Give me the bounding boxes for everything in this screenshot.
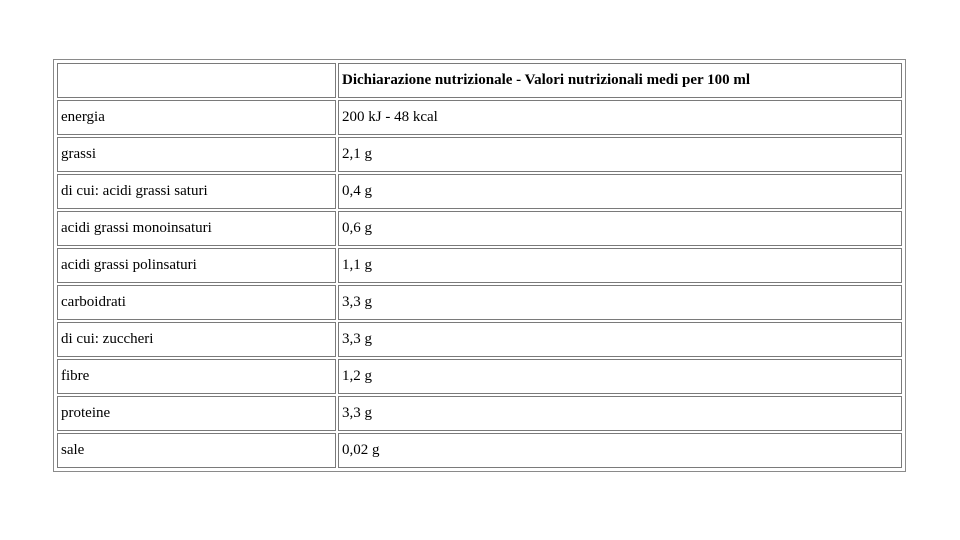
nutrient-label: carboidrati: [57, 285, 336, 320]
nutrient-label: grassi: [57, 137, 336, 172]
table-header-row: [57, 63, 902, 98]
header-cell-label: [57, 63, 336, 98]
nutrient-label: energia: [57, 100, 336, 135]
nutrient-value: 1,1 g: [338, 248, 902, 283]
nutrient-value: 3,3 g: [338, 396, 902, 431]
table-row: [57, 322, 902, 357]
nutrition-table: [55, 61, 904, 470]
nutrient-label: fibre: [57, 359, 336, 394]
table-row: [57, 100, 902, 135]
nutrient-label: proteine: [57, 396, 336, 431]
table-row: [57, 137, 902, 172]
nutrient-label: sale: [57, 433, 336, 468]
nutrient-value: 1,2 g: [338, 359, 902, 394]
nutrient-value: 3,3 g: [338, 285, 902, 320]
table-row: [57, 396, 902, 431]
header-cell-title: Dichiarazione nutrizionale - Valori nutrizionali medi per 100 ml: [338, 63, 902, 98]
table-row: [57, 248, 902, 283]
nutrient-value: 3,3 g: [338, 322, 902, 357]
table-row: [57, 359, 902, 394]
nutrition-table-frame: [53, 59, 906, 472]
nutrient-value: 0,02 g: [338, 433, 902, 468]
nutrient-label: di cui: acidi grassi saturi: [57, 174, 336, 209]
nutrient-value: 0,4 g: [338, 174, 902, 209]
nutrient-label: acidi grassi monoinsaturi: [57, 211, 336, 246]
nutrient-label: di cui: zuccheri: [57, 322, 336, 357]
table-row: [57, 174, 902, 209]
table-row: [57, 211, 902, 246]
nutrient-label: acidi grassi polinsaturi: [57, 248, 336, 283]
nutrient-value: 200 kJ - 48 kcal: [338, 100, 902, 135]
table-row: [57, 433, 902, 468]
table-row: [57, 285, 902, 320]
nutrient-value: 2,1 g: [338, 137, 902, 172]
nutrient-value: 0,6 g: [338, 211, 902, 246]
